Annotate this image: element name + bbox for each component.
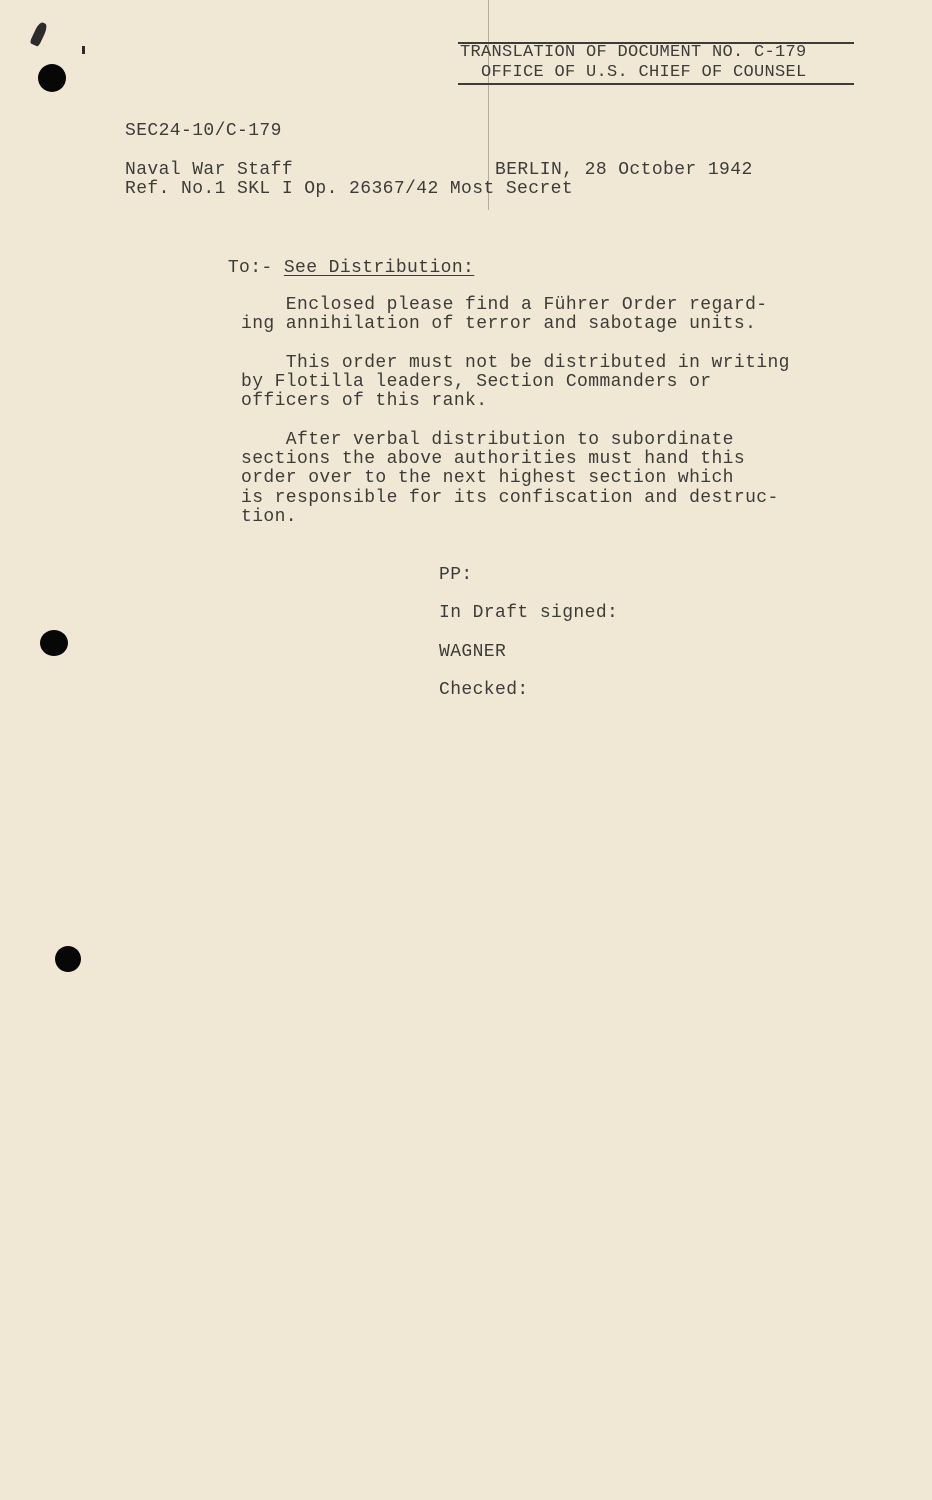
paragraph-3-line-3: order over to the next highest section which (241, 468, 734, 488)
addressee-prefix: To:- (227, 257, 284, 278)
reference-line: Ref. No.1 SKL I Op. 26367/42 Most Secret (125, 179, 574, 199)
header-title: TRANSLATION OF DOCUMENT NO. C-179 (460, 43, 807, 62)
paragraph-3-line-5: tion. (241, 507, 298, 527)
punch-hole-bottom (55, 946, 81, 972)
paragraph-2-line-2: by Flotilla leaders, Section Commanders or (241, 372, 712, 392)
paragraph-2-line-1: This order must not be distributed in writing (241, 353, 790, 373)
paragraph-3-line-4: is responsible for its confiscation and destruc- (241, 488, 779, 508)
header-bottom-rule (458, 83, 854, 85)
addressee: See Distribution: (283, 257, 475, 278)
paragraph-3-line-1: After verbal distribution to subordinate (241, 430, 734, 450)
paragraph-1-line-2: ing annihilation of terror and sabotage units. (241, 314, 757, 334)
signatory-name: WAGNER (439, 642, 507, 662)
ink-speck (82, 46, 85, 54)
sender-name: Naval War Staff (125, 160, 294, 180)
reference-number: SEC24-10/C-179 (125, 121, 282, 141)
checked-label: Checked: (439, 680, 529, 700)
paragraph-2-line-3: officers of this rank. (241, 391, 488, 411)
draft-signed: In Draft signed: (439, 603, 619, 623)
punch-hole-middle (40, 630, 68, 656)
per-procuration: PP: (439, 565, 473, 585)
document-header (458, 42, 854, 88)
ink-mark (29, 21, 48, 47)
header-office: OFFICE OF U.S. CHIEF OF COUNSEL (481, 63, 807, 82)
paragraph-1-line-1: Enclosed please find a Führer Order regard- (241, 295, 768, 315)
addressee-line (183, 239, 474, 298)
punch-hole-top (38, 64, 66, 92)
place-and-date: BERLIN, 28 October 1942 (495, 160, 753, 180)
paragraph-3-line-2: sections the above authorities must hand this (241, 449, 746, 469)
